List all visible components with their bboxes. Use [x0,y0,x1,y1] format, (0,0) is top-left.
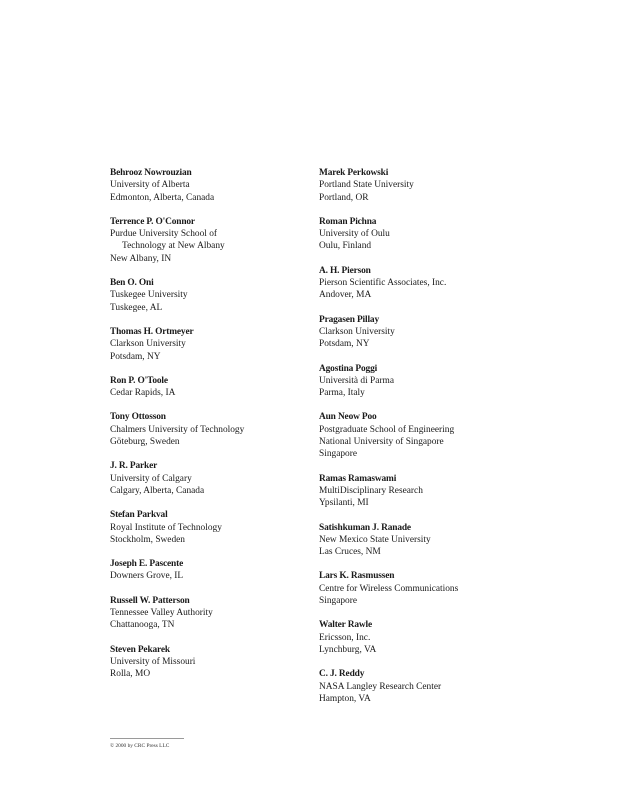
contributor-affiliation-line: Lynchburg, VA [319,644,377,655]
contributor-entry [319,167,529,204]
contributor-affiliation-line: Purdue University School of [110,229,218,240]
contributor-affiliation-line: Parma, Italy [319,388,365,399]
contributor-name: Ron P. O'Toole [110,375,168,386]
contributor-entry [110,595,320,632]
contributor-name: Terrence P. O'Connor [110,216,195,227]
contributor-entry [319,363,529,400]
contributor-affiliation-line: Potsdam, NY [110,351,161,362]
contributor-name: Pragasen Pillay [319,314,379,325]
contributor-affiliation-line: University of Oulu [319,229,390,240]
contributor-entry [319,668,529,705]
contributor-name: Marek Perkowski [319,168,389,178]
contributor-affiliation-line: Postgraduate School of Engineering [319,424,455,435]
contributor-name: Steven Pekarek [110,644,170,655]
contributor-affiliation-line: Potsdam, NY [319,339,370,350]
contributor-name: Agostina Poggi [319,363,378,374]
contributor-affiliation-line: Stockholm, Sweden [110,534,185,545]
contributor-affiliation-line: Tuskegee, AL [110,302,163,313]
contributor-affiliation-line: Portland State University [319,180,414,191]
contributor-name: Ben O. Oni [110,278,154,289]
contributor-entry [319,265,529,302]
contributor-affiliation-line: Technology at New Albany [122,241,225,252]
contributor-entry [110,277,320,314]
contributor-entry [110,644,320,681]
contributor-column-right [319,167,529,717]
contributor-entry [110,375,320,400]
contributor-entry [319,216,529,253]
contributor-name: Walter Rawle [319,620,372,631]
contributor-name: Stefan Parkval [110,510,168,521]
contributor-affiliation-line: Chalmers University of Technology [110,424,245,435]
contributor-affiliation-line: Ypsilanti, MI [319,498,369,509]
contributor-affiliation-line: Università di Parma [319,375,394,386]
contributor-affiliation-line: Hampton, VA [319,693,371,704]
contributor-affiliation-line: Clarkson University [110,339,186,350]
contributor-affiliation-line: Ericsson, Inc. [319,632,371,643]
contributor-affiliation-line: Tuskegee University [110,290,188,301]
contributor-entry [319,570,529,607]
contributor-affiliation-line: Edmonton, Alberta, Canada [110,192,215,203]
contributor-name: Tony Ottosson [110,412,166,423]
contributor-affiliation-line: New Mexico State University [319,534,431,545]
contributor-affiliation-line: Cedar Rapids, IA [110,388,176,399]
contributor-entry [110,326,320,363]
contributor-affiliation-line: Andover, MA [319,290,372,301]
contributor-affiliation-line: Clarkson University [319,326,395,337]
contributor-name: Aun Neow Poo [319,412,377,423]
contributor-affiliation-line: Calgary, Alberta, Canada [110,485,205,496]
contributor-entry [319,522,529,559]
contributor-affiliation-line: NASA Langley Research Center [319,681,442,692]
contributor-affiliation-line: Las Cruces, NM [319,547,381,558]
contributor-entry [110,167,320,204]
contributor-affiliation-line: New Albany, IN [110,253,172,264]
contributor-affiliation-line: Singapore [319,596,358,607]
contributor-affiliation-line: Pierson Scientific Associates, Inc. [319,278,447,289]
contributor-affiliation-line: Chattanooga, TN [110,620,175,631]
contributor-affiliation-line: Downers Grove, IL [110,571,184,582]
contributor-entry [319,314,529,351]
contributor-affiliation-line: Oulu, Finland [319,241,372,252]
contributor-affiliation-line: Singapore [319,449,358,460]
contributor-entry [110,411,320,448]
contributor-name: A. H. Pierson [319,265,371,276]
contributor-affiliation-line: University of Calgary [110,473,192,484]
contributor-affiliation-line: University of Alberta [110,180,190,191]
footer-copyright: © 2000 by CRC Press LLC [110,743,170,749]
contributor-name: Lars K. Rasmussen [319,571,395,582]
contributor-name: Thomas H. Ortmeyer [110,326,194,337]
contributor-name: Ramas Ramaswami [319,473,397,484]
contributor-entry [110,460,320,497]
contributor-name: J. R. Parker [110,461,158,472]
contributor-affiliation-line: Rolla, MO [110,669,151,680]
contributor-affiliation-line: Göteburg, Sweden [110,437,180,448]
contributor-affiliation-line: Portland, OR [319,192,369,203]
contributor-name: Joseph E. Pascente [110,559,184,570]
contributor-column-left [110,167,320,693]
contributor-entry [110,216,320,265]
contributor-entry [319,619,529,656]
contributor-affiliation-line: Tennessee Valley Authority [110,608,213,619]
contributor-entry [319,473,529,510]
contributor-entry [110,558,320,583]
contributor-entry [319,411,529,460]
contributor-name: C. J. Reddy [319,669,365,680]
contributor-name: Satishkuman J. Ranade [319,522,411,533]
contributor-affiliation-line: University of Missouri [110,656,196,667]
contributor-affiliation-line: MultiDisciplinary Research [319,485,423,496]
contributor-affiliation-line: Centre for Wireless Communications [319,583,459,594]
contributor-entry [110,509,320,546]
contributor-affiliation-line: Royal Institute of Technology [110,522,222,533]
contributor-name: Roman Pichna [319,216,377,227]
footer-divider [110,738,184,739]
contributor-name: Behrooz Nowrouzian [110,168,192,178]
contributor-name: Russell W. Patterson [110,595,190,606]
contributor-affiliation-line: National University of Singapore [319,437,444,448]
